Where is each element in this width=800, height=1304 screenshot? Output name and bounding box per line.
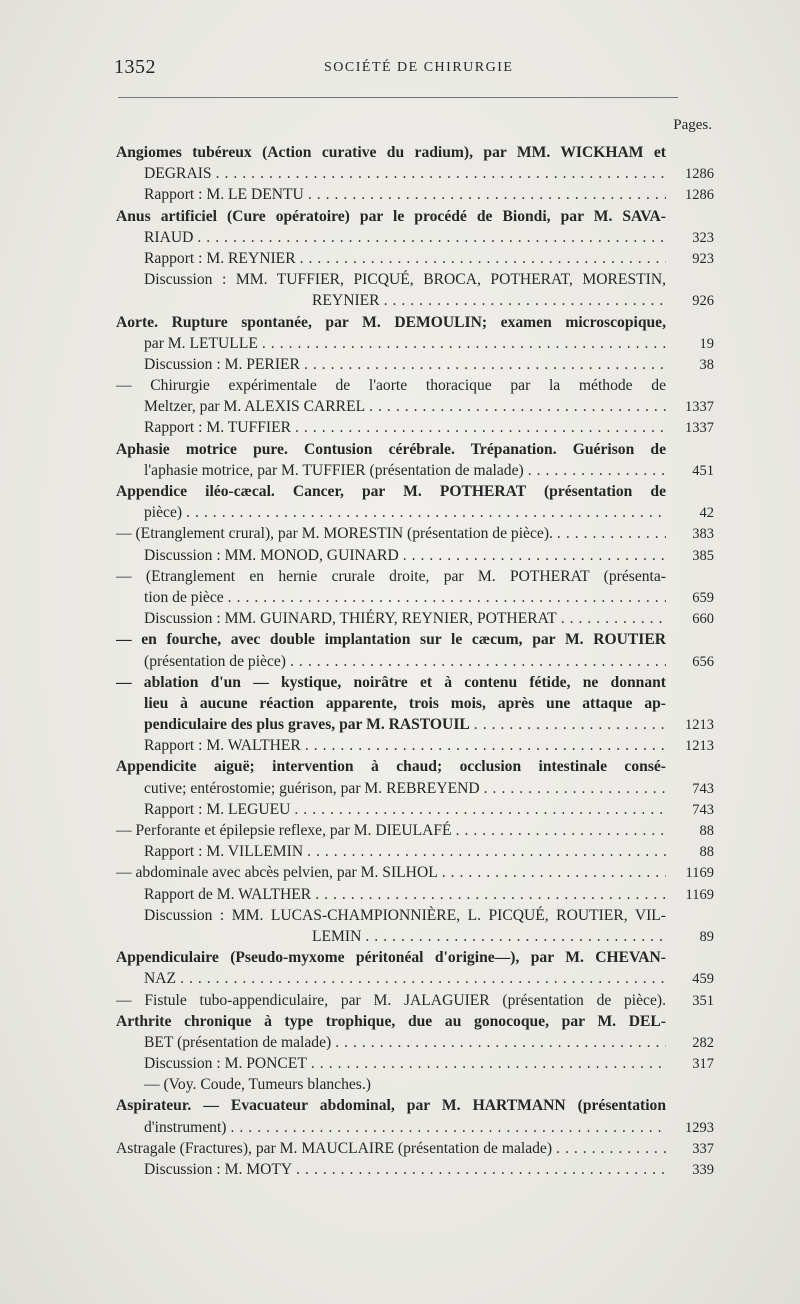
- leader-dots: [524, 460, 666, 481]
- index-line-text: Meltzer, par M. ALEXIS CARREL: [144, 398, 366, 416]
- page-ref: 42: [699, 505, 714, 522]
- index-line: [116, 1095, 714, 1116]
- index-line-text: Rapport : M. TUFFIER: [144, 419, 291, 437]
- leader-dots: [227, 1117, 667, 1138]
- index-line: [116, 227, 714, 248]
- index-line: [116, 990, 714, 1011]
- index-line: [116, 502, 714, 523]
- index-line: [116, 290, 714, 311]
- index-line-text: REYNIER: [312, 292, 380, 310]
- page-ref: 383: [692, 526, 714, 543]
- index-line: [116, 163, 714, 184]
- index-line: [116, 142, 714, 163]
- pages-column-label: Pages.: [673, 117, 712, 133]
- index-line: [116, 1053, 714, 1074]
- index-line-text: lieu à aucune réaction apparente, trois mois, après une attaque ap-: [144, 694, 666, 712]
- subject-index: [116, 142, 714, 1180]
- leader-dots: [193, 227, 666, 248]
- index-line: [116, 862, 714, 883]
- index-line-text: d'instrument): [144, 1118, 227, 1136]
- page-ref: 1337: [685, 399, 714, 416]
- page-ref: 337: [692, 1140, 714, 1157]
- leader-dots: [296, 248, 666, 269]
- index-entry-heading: Angiomes tubéreux (Action curative du radium), par MM. WICKHAM et: [116, 144, 666, 161]
- index-line-text: Rapport : M. LE DENTU: [144, 186, 304, 204]
- index-line: [116, 248, 714, 269]
- page-ref: 1293: [685, 1119, 714, 1136]
- leader-dots: [553, 523, 666, 544]
- index-line-text: LEMIN: [312, 927, 362, 945]
- index-line-text: — (Etranglement crural), par M. MORESTIN (présentation de pièce).: [116, 525, 553, 543]
- index-entry-heading: Aorte. Rupture spontanée, par M. DEMOULIN; examen microscopique,: [116, 313, 666, 331]
- leader-dots: [286, 651, 666, 672]
- index-entry-heading: Aspirateur. — Evacuateur abdominal, par M. HARTMANN (présentation: [116, 1097, 666, 1115]
- index-line-text: NAZ: [144, 970, 177, 988]
- page-ref: 317: [692, 1056, 714, 1073]
- index-line: [116, 1032, 714, 1053]
- index-entry-heading: Anus artificiel (Cure opératoire) par le procédé de Biondi, par M. SAVA-: [116, 207, 666, 225]
- index-line-text: par M. LETULLE: [144, 334, 258, 352]
- page-ref: 743: [692, 801, 714, 818]
- index-line-text: Rapport : M. VILLEMIN: [144, 843, 304, 861]
- leader-dots: [557, 608, 666, 629]
- leader-dots: [552, 1138, 666, 1159]
- leader-dots: [307, 1053, 666, 1074]
- leader-dots: [292, 1159, 666, 1180]
- index-line: [116, 884, 714, 905]
- index-line: [116, 184, 714, 205]
- leader-dots: [311, 884, 666, 905]
- leader-dots: [303, 841, 666, 862]
- index-line-text: Rapport : M. LEGUEU: [144, 800, 291, 818]
- leader-dots: [212, 163, 666, 184]
- page-ref: 88: [699, 823, 714, 839]
- index-line-text: — en fourche, avec double implantation sur le cæcum, par M. ROUTIER: [116, 631, 666, 649]
- index-entry-heading: Appendicite aiguë; intervention à chaud; occlusion intestinale consé-: [116, 758, 666, 776]
- leader-dots: [452, 820, 666, 841]
- index-line: [116, 1117, 714, 1138]
- index-line: [116, 1138, 714, 1159]
- leader-dots: [258, 333, 666, 354]
- index-line-text: — Fistule tubo-appendiculaire, par M. JALAGUIER (présentation de pièce).: [116, 991, 666, 1009]
- page-ref: 1337: [685, 420, 714, 437]
- index-line-text: — (Etranglement en hernie crurale droite, par M. POTHERAT (présenta-: [116, 567, 666, 585]
- index-line-text: Rapport : M. WALTHER: [144, 737, 301, 755]
- page-ref: 1169: [685, 886, 714, 903]
- header-rule: [118, 97, 678, 98]
- index-line-text: l'aphasie motrice, par M. TUFFIER (présentation de malade): [144, 461, 524, 479]
- index-entry-heading: Astragale (Fractures), par M. MAUCLAIRE (présentation de malade): [116, 1139, 553, 1157]
- index-line-text: Discussion : MM. LUCAS-CHAMPIONNIÈRE, L. PICQUÉ, ROUTIER, VIL-: [144, 906, 666, 924]
- index-line-text: Discussion : MM. MONOD, GUINARD: [144, 546, 399, 564]
- index-line: [116, 905, 714, 926]
- page-ref: 1286: [685, 166, 714, 183]
- index-line: [116, 820, 714, 841]
- page-ref: 351: [692, 992, 714, 1009]
- index-line: [116, 587, 714, 608]
- leader-dots: [331, 1032, 666, 1053]
- index-line: [116, 417, 714, 438]
- leader-dots: [300, 354, 666, 375]
- index-line-text: Rapport : M. REYNIER: [144, 249, 296, 267]
- page-ref: 743: [692, 780, 714, 797]
- index-line: [116, 968, 714, 989]
- index-line: [116, 1159, 714, 1180]
- index-line-text: — Chirurgie expérimentale de l'aorte thoracique par la méthode de: [116, 377, 666, 395]
- index-line-text: Discussion : M. PERIER: [144, 355, 300, 373]
- leader-dots: [470, 714, 666, 735]
- page-ref: 339: [692, 1162, 714, 1178]
- leader-dots: [361, 926, 666, 947]
- index-entry-heading: Appendiculaire (Pseudo-myxome péritonéal d'origine—), par M. CHEVAN-: [116, 949, 666, 967]
- leader-dots: [290, 799, 666, 820]
- index-line: [116, 333, 714, 354]
- page-ref: 656: [692, 653, 714, 670]
- index-line: [116, 651, 714, 672]
- index-line-text: — (Voy. Coude, Tumeurs blanches.): [144, 1076, 371, 1094]
- page-ref: 459: [692, 971, 714, 988]
- index-line-text: tion de pièce: [144, 588, 224, 606]
- leader-dots: [380, 290, 666, 311]
- index-line: [116, 735, 714, 756]
- leader-dots: [182, 502, 666, 523]
- page-ref: 88: [699, 844, 714, 861]
- leader-dots: [224, 587, 666, 608]
- index-line-text: pendiculaire des plus graves, par M. RASTOUIL: [144, 716, 470, 734]
- index-line-text: DEGRAIS: [144, 165, 212, 183]
- page-ref: 1286: [685, 187, 714, 204]
- index-entry-heading: Appendice iléo-cæcal. Cancer, par M. POTHERAT (présentation de: [116, 483, 666, 500]
- page-ref: 282: [692, 1034, 714, 1051]
- index-line-text: — ablation d'un — kystique, noirâtre et à contenu fétide, ne donnant: [116, 673, 666, 691]
- leader-dots: [399, 545, 666, 566]
- index-line: [116, 354, 714, 375]
- index-line: [116, 778, 714, 799]
- index-line-text: Discussion : M. MOTY: [144, 1161, 293, 1178]
- index-line-text: Discussion : MM. GUINARD, THIÉRY, REYNIER, POTHERAT: [144, 610, 557, 628]
- leader-dots: [176, 968, 666, 989]
- index-line: [116, 672, 714, 693]
- index-line: [116, 629, 714, 650]
- leader-dots: [438, 862, 666, 883]
- index-line: [116, 799, 714, 820]
- page-ref: 451: [692, 462, 714, 479]
- index-line-text: RIAUD: [144, 228, 194, 246]
- leader-dots: [304, 184, 666, 205]
- index-line: [116, 693, 714, 714]
- page-ref: 923: [692, 250, 714, 267]
- index-line: [116, 269, 714, 290]
- index-line: [116, 714, 714, 735]
- page-ref: 926: [692, 293, 714, 310]
- page-ref: 89: [699, 928, 714, 945]
- index-line-text: Rapport de M. WALTHER: [144, 885, 312, 903]
- index-line: [116, 1011, 714, 1032]
- page-ref: 660: [692, 611, 714, 628]
- page-ref: 19: [699, 335, 714, 352]
- page-ref: 1213: [685, 738, 714, 755]
- leader-dots: [365, 396, 666, 417]
- page-ref: 38: [699, 356, 714, 373]
- index-line: [116, 545, 714, 566]
- journal-title: SOCIÉTÉ DE CHIRURGIE: [324, 60, 514, 75]
- page-ref: 385: [692, 547, 714, 564]
- index-entry-heading: Aphasie motrice pure. Contusion cérébrale. Trépanation. Guérison de: [116, 440, 666, 458]
- page-ref: 659: [692, 589, 714, 606]
- index-line: [116, 439, 714, 460]
- index-line-text: (présentation de pièce): [144, 652, 287, 670]
- running-head: [114, 56, 684, 86]
- page-ref: 323: [692, 229, 714, 246]
- index-line-text: — abdominale avec abcès pelvien, par M. SILHOL: [116, 864, 438, 882]
- index-line: [116, 926, 714, 947]
- leader-dots: [480, 778, 666, 799]
- index-line: [116, 206, 714, 227]
- index-line: [116, 481, 714, 502]
- index-line: [116, 756, 714, 777]
- index-line: [116, 312, 714, 333]
- index-line-text: Discussion : MM. TUFFIER, PICQUÉ, BROCA, POTHERAT, MORESTIN,: [144, 271, 666, 289]
- index-line-text: Discussion : M. PONCET: [144, 1055, 307, 1073]
- index-entry-heading: Arthrite chronique à type trophique, due au gonocoque, par M. DEL-: [116, 1012, 666, 1030]
- page-ref: 1169: [685, 865, 714, 882]
- index-line: [116, 608, 714, 629]
- leader-dots: [301, 735, 666, 756]
- leader-dots: [291, 417, 666, 438]
- index-line-text: — Perforante et épilepsie reflexe, par M. DIEULAFÉ: [116, 822, 452, 839]
- index-line: [116, 566, 714, 587]
- index-line: [116, 396, 714, 417]
- index-line-text: BET (présentation de malade): [144, 1033, 332, 1051]
- index-line: [116, 1074, 714, 1095]
- index-line: [116, 841, 714, 862]
- index-line: [116, 375, 714, 396]
- index-line-text: pièce): [144, 504, 183, 522]
- index-line: [116, 947, 714, 968]
- index-line: [116, 523, 714, 544]
- page-number: 1352: [114, 56, 156, 78]
- page-ref: 1213: [685, 717, 714, 734]
- index-line-text: cutive; entérostomie; guérison, par M. REBREYEND: [144, 779, 480, 797]
- index-line: [116, 460, 714, 481]
